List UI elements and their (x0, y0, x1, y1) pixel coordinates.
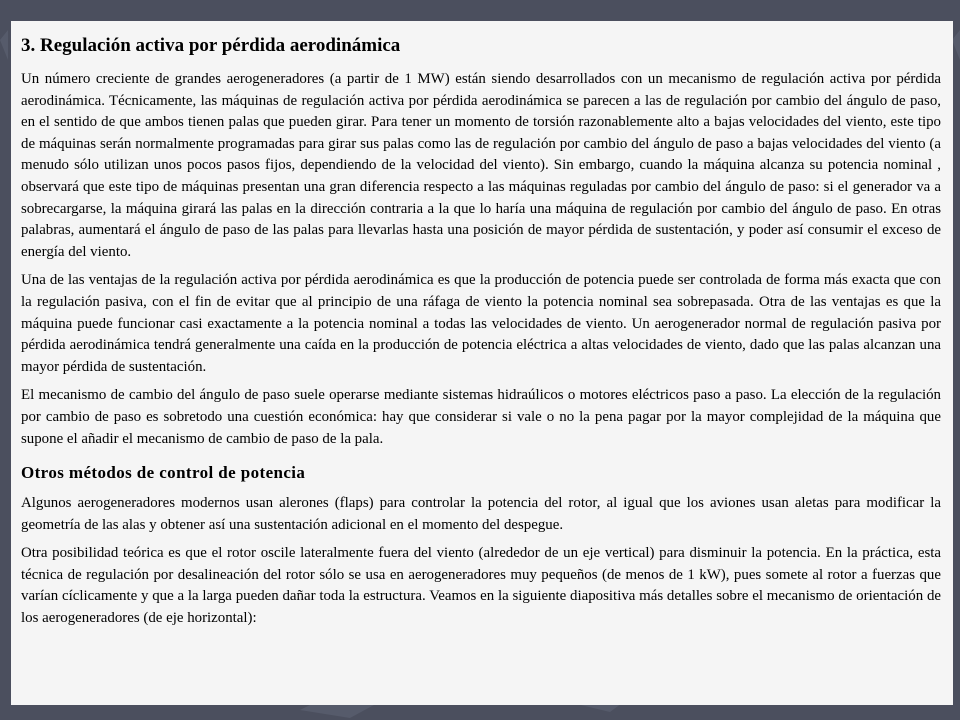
content-panel (11, 21, 953, 705)
paragraph-active-stall-advantages: Una de las ventajas de la regulación activa por pérdida aerodinámica es que la producción de potencia puede ser controlada de forma más exacta que con la regulación pasiva, con el fin de evitar que al principio de una ráfaga de viento la potencia nominal sea sobrepasada. Otra de las ventajas es que la máquina puede funcionar casi exactamente a la potencia nominal a todas las velocidades de viento. Un aerogenerador normal de regulación pasiva por pérdida aerodinámica tendrá generalmente una caída en la producción de potencia eléctrica a altas velocidades de viento, dado que las palas alcanzan una mayor pérdida de sustentación. (21, 272, 941, 375)
paragraph-flaps: Algunos aerogeneradores modernos usan alerones (flaps) para controlar la potencia del rotor, al igual que los aviones usan aletas para modificar la geometría de las alas y obtener así una sustentación adicional en el momento del despegue. (21, 495, 941, 533)
paragraph-pitch-mechanism: El mecanismo de cambio del ángulo de paso suele operarse mediante sistemas hidraúlicos o motores eléctricos paso a paso. La elección de la regulación por cambio de paso es sobretodo una cuestión económica: hay que considerar si vale o no la pena pagar por la mayor complejidad de la máquina que supone el añadir el mecanismo de cambio de paso de la pala. (21, 387, 941, 447)
section-title-other-methods: Otros métodos de control de potencia (21, 463, 306, 483)
section-title-active-stall: 3. Regulación activa por pérdida aerodinámica (21, 35, 401, 56)
paragraph-yaw-control: Otra posibilidad teórica es que el rotor oscile lateralmente fuera del viento (alrededor de un eje vertical) para disminuir la potencia. En la práctica, esta técnica de regulación por desalineación del rotor sólo se usa en aerogeneradores muy pequeños (de menos de 1 kW), pues somete al rotor a fuerzas que varían cíclicamente y que a la larga pueden dañar toda la estructura. Veamos en la siguiente diapositiva más detalles sobre el mecanismo de orientación de los aerogeneradores (de eje horizontal): (21, 545, 941, 627)
paragraph-active-stall-intro: Un número creciente de grandes aerogeneradores (a partir de 1 MW) están siendo desarrollados con un mecanismo de regulación activa por pérdida aerodinámica. Técnicamente, las máquinas de regulación activa por pérdida aerodinámica se parecen a las de regulación por cambio del ángulo de paso, en el sentido de que ambos tienen palas que pueden girar. Para tener un momento de torsión razonablemente alto a bajas velocidades del viento, este tipo de máquinas serán normalmente programadas para girar sus palas como las de regulación por cambio del ángulo de paso a bajas velocidades del viento (a menudo sólo utilizan unos pocos pasos fijos, dependiendo de la velocidad del viento). Sin embargo, cuando la máquina alcanza su potencia nominal , observará que este tipo de máquinas presentan una gran diferencia respecto a las máquinas reguladas por cambio del ángulo de paso: si el generador va a sobrecargarse, la máquina girará las palas en la dirección contraria a la que lo haría una máquina de regulación por cambio del ángulo de paso. En otras palabras, aumentará el ángulo de paso de las palas para llevarlas hasta una posición de mayor pérdida de sustentación, y poder así consumir el exceso de energía del viento. (21, 71, 941, 260)
